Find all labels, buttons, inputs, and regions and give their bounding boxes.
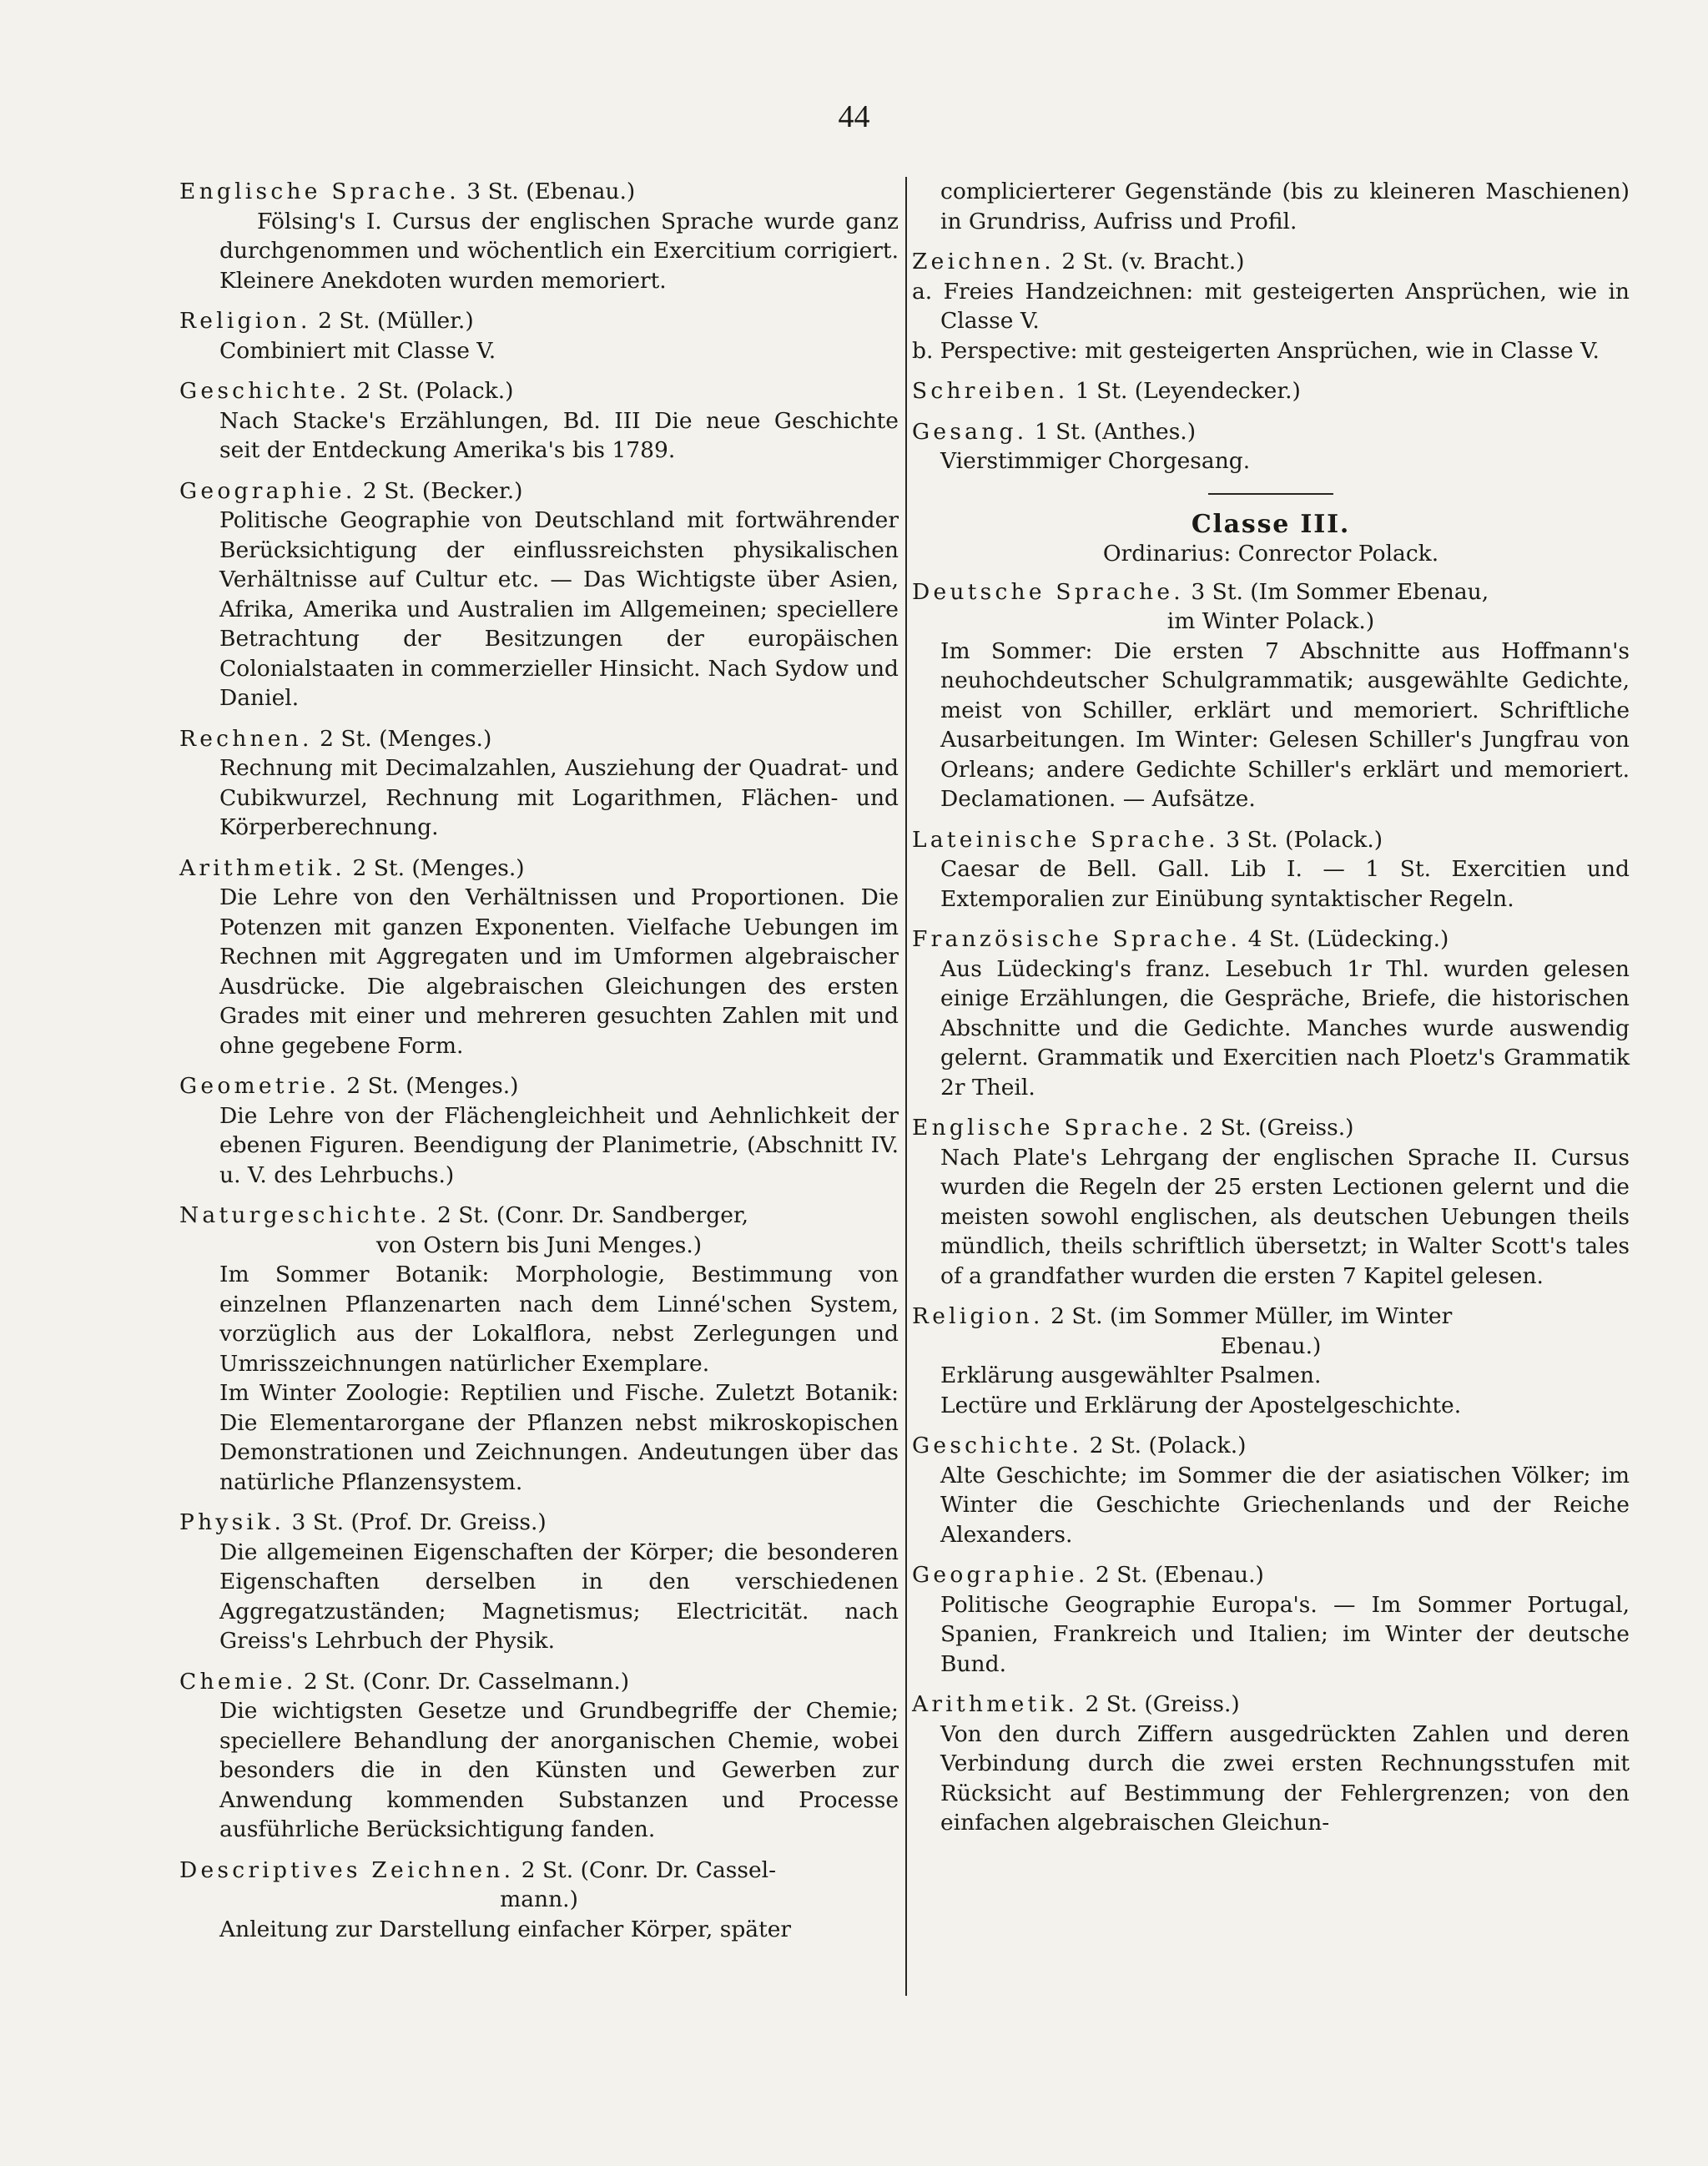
section-geographie bbox=[179, 476, 899, 713]
section-text: Lectüre und Erklärung der Apostelgeschichte. bbox=[940, 1392, 1462, 1418]
section-text: Alte Geschichte; im Sommer die der asiatischen Völker; im Winter die Geschichte Griechenlands und der Reiche Alexanders. bbox=[940, 1462, 1630, 1548]
section-text: Politische Geographie von Deutschland mit fortwährender Berücksichtigung der einflussreichsten physikalischen Verhältnisse auf Cultur etc. — Das Wichtigste über Asien, Afrika, Amerika und Australien im Allgemeinen; speciellere Betrachtung der Besitzungen der europäischen Colonialstaaten in commerzieller Hinsicht. Nach Sydow und Daniel. bbox=[219, 507, 899, 711]
section-heading-continued: im Winter Polack.) bbox=[1166, 608, 1375, 634]
section-heading-continued: mann.) bbox=[500, 1886, 578, 1912]
section-descriptives-zeichnen bbox=[179, 1856, 899, 1945]
section-heading: Chemie. 2 St. (Conr. Dr. Casselmann.) bbox=[179, 1668, 630, 1695]
section-heading: Physik. 3 St. (Prof. Dr. Greiss.) bbox=[179, 1509, 547, 1535]
section-text: Fölsing's I. Cursus der englischen Sprache wurde ganz durchgenommen und wöchentlich ein Exercitium corrigiert. Kleinere Anekdoten wurden memoriert. bbox=[219, 208, 899, 294]
section-zeichnen bbox=[912, 247, 1630, 365]
section-text: Die allgemeinen Eigenschaften der Körper; die besonderen Eigenschaften derselben in den verschiedenen Aggregatzuständen; Magnetismus; Electricität. nach Greiss's Lehrbuch der Physik. bbox=[219, 1539, 899, 1654]
section-heading: Arithmetik. 2 St. (Greiss.) bbox=[912, 1691, 1240, 1717]
section-englische-sprache bbox=[179, 177, 899, 295]
section-gesang bbox=[912, 417, 1630, 476]
section-englische-sprache bbox=[912, 1113, 1630, 1291]
section-arithmetik bbox=[179, 854, 899, 1061]
section-heading: Naturgeschichte. 2 St. (Conr. Dr. Sandberger, bbox=[179, 1202, 749, 1228]
section-text: Die Lehre von der Flächengleichheit und Aehnlichkeit der ebenen Figuren. Beendigung der Planimetrie, (Abschnitt IV. u. V. des Lehrbuchs.) bbox=[219, 1102, 899, 1188]
section-text: Nach Stacke's Erzählungen, Bd. III Die neue Geschichte seit der Entdeckung Amerika's bis 1789. bbox=[219, 407, 899, 463]
section-religion bbox=[912, 1302, 1630, 1420]
section-physik bbox=[179, 1508, 899, 1656]
section-text: Aus Lüdecking's franz. Lesebuch 1r Thl. wurden gelesen einige Erzählungen, die Gespräche, Briefe, die historischen Abschnitte und die Gedichte. Manches wurde auswendig gelernt. Grammatik und Exercitien nach Ploetz's Grammatik 2r Theil. bbox=[940, 955, 1630, 1101]
section-heading: Englische Sprache. 3 St. (Ebenau.) bbox=[179, 179, 636, 204]
section-text: Im Sommer: Die ersten 7 Abschnitte aus Hoffmann's neuhochdeutscher Schulgrammatik; ausgewählte Gedichte, meist von Schiller, erklärt und memoriert. Schriftliche Ausarbeitungen. Im Winter: Gelesen Schiller's Jungfrau von Orleans; andere Gedichte Schiller's erklärt und memoriert. Declamationen. — Aufsätze. bbox=[940, 637, 1630, 812]
section-heading: Englische Sprache. 2 St. (Greiss.) bbox=[912, 1115, 1354, 1141]
section-heading: Geometrie. 2 St. (Menges.) bbox=[179, 1073, 519, 1099]
section-geographie bbox=[912, 1560, 1630, 1679]
section-geometrie bbox=[179, 1071, 899, 1190]
section-rechnen bbox=[179, 724, 899, 843]
section-deutsche-sprache bbox=[912, 577, 1630, 814]
section-lateinische-sprache bbox=[912, 825, 1630, 914]
section-heading-continued: von Ostern bis Juni Menges.) bbox=[375, 1232, 703, 1258]
section-text: Rechnung mit Decimalzahlen, Ausziehung der Quadrat- und Cubikwurzel, Rechnung mit Logarithmen, Flächen- und Körperberechnung. bbox=[219, 755, 899, 840]
section-chemie bbox=[179, 1667, 899, 1845]
section-text: Nach Plate's Lehrgang der englischen Sprache II. Cursus wurden die Regeln der 25 ersten Lectionen gelernt und die meisten sowohl englischen, als deutschen Uebungen theils mündlich, theils schriftlich übersetzt; in Walter Scott's tales of a grandfather wurden die ersten 7 Kapitel gelesen. bbox=[940, 1144, 1630, 1289]
section-heading: Lateinische Sprache. 3 St. (Polack.) bbox=[912, 826, 1383, 853]
section-heading: Deutsche Sprache. 3 St. (Im Sommer Ebenau, bbox=[912, 578, 1489, 605]
continued-text: complicierterer Gegenstände (bis zu kleineren Maschienen) in Grundriss, Aufriss und Profil. bbox=[940, 179, 1630, 234]
section-heading: Schreiben. 1 St. (Leyendecker.) bbox=[912, 378, 1301, 404]
section-religion bbox=[179, 306, 899, 365]
section-heading: Geographie. 2 St. (Ebenau.) bbox=[912, 1562, 1264, 1588]
section-heading: Französische Sprache. 4 St. (Lüdecking.) bbox=[912, 926, 1449, 952]
right-column bbox=[912, 177, 1630, 1849]
section-arithmetik bbox=[912, 1690, 1630, 1838]
section-text: Im Sommer Botanik: Morphologie, Bestimmung von einzelnen Pflanzenarten nach dem Linné'schen System, vorzüglich aus der Lokalflora, nebst Zerlegungen und Umrisszeichnungen natürlicher Exemplare. bbox=[219, 1262, 899, 1377]
section-naturgeschichte bbox=[179, 1201, 899, 1497]
section-heading: Religion. 2 St. (im Sommer Müller, im Winter bbox=[912, 1303, 1453, 1329]
section-heading: Zeichnen. 2 St. (v. Bracht.) bbox=[912, 249, 1245, 275]
section-heading-continued: Ebenau.) bbox=[1220, 1332, 1322, 1359]
page-number: 44 bbox=[838, 99, 870, 134]
section-heading: Descriptives Zeichnen. 2 St. (Conr. Dr. Cassel- bbox=[179, 1856, 777, 1883]
section-text: Politische Geographie Europa's. — Im Sommer Portugal, Spanien, Frankreich und Italien; im Winter der deutsche Bund. bbox=[940, 1591, 1630, 1677]
section-text: Vierstimmiger Chorgesang. bbox=[940, 448, 1251, 474]
section-text: Erklärung ausgewählter Psalmen. bbox=[940, 1363, 1322, 1388]
separator-rule bbox=[1208, 493, 1333, 495]
list-item: b. Perspective: mit gesteigerten Ansprüchen, wie in Classe V. bbox=[912, 337, 1600, 364]
section-text: Caesar de Bell. Gall. Lib I. — 1 St. Exercitien und Extemporalien zur Einübung syntaktischer Regeln. bbox=[940, 856, 1630, 912]
section-heading: Gesang. 1 St. (Anthes.) bbox=[912, 418, 1197, 445]
section-heading: Geschichte. 2 St. (Polack.) bbox=[179, 378, 514, 404]
section-heading: Religion. 2 St. (Müller.) bbox=[179, 308, 474, 334]
section-heading: Geographie. 2 St. (Becker.) bbox=[179, 477, 523, 504]
section-text: Combiniert mit Classe V. bbox=[219, 337, 496, 364]
section-text: Im Winter Zoologie: Reptilien und Fische. Zuletzt Botanik: Die Elementarorgane der Pflanzen nebst mikroskopischen Demonstrationen und Zeichnungen. Andeutungen über das natürliche Pflanzensystem. bbox=[219, 1380, 899, 1495]
section-heading: Rechnen. 2 St. (Menges.) bbox=[179, 725, 492, 752]
section-heading: Geschichte. 2 St. (Polack.) bbox=[912, 1433, 1247, 1458]
ordinarius-line: Ordinarius: Conrector Polack. bbox=[1102, 541, 1439, 567]
section-text: Die wichtigsten Gesetze und Grundbegriffe der Chemie; speciellere Behandlung der anorganischen Chemie, wobei besonders die in den Künsten und Gewerben zur Anwendung kommenden Substanzen und Processe ausführliche Berücksichtigung fanden. bbox=[219, 1698, 899, 1842]
section-geschichte bbox=[912, 1431, 1630, 1549]
section-heading: Arithmetik. 2 St. (Menges.) bbox=[179, 854, 525, 881]
class-title: Classe III. bbox=[1191, 509, 1351, 539]
section-schreiben bbox=[912, 376, 1630, 406]
section-text: Anleitung zur Darstellung einfacher Körper, später bbox=[219, 1916, 792, 1942]
section-continuation bbox=[912, 177, 1630, 236]
left-column bbox=[179, 177, 899, 1955]
section-text: Die Lehre von den Verhältnissen und Proportionen. Die Potenzen mit ganzen Exponenten. Vielfache Uebungen im Rechnen mit Aggregaten und im Umformen algebraischer Ausdrücke. Die algebraischen Gleichungen des ersten Grades mit einer und mehreren gesuchten Zahlen mit und ohne gegebene Form. bbox=[219, 884, 899, 1059]
list-item: a. Freies Handzeichnen: mit gesteigerten Ansprüchen, wie in Classe V. bbox=[912, 278, 1630, 334]
section-text: Von den durch Ziffern ausgedrückten Zahlen und deren Verbindung durch die zwei ersten Rechnungsstufen mit Rücksicht auf Bestimmung der Fehlergrenzen; von den einfachen algebraischen Gleichun- bbox=[940, 1720, 1630, 1836]
section-geschichte bbox=[179, 376, 899, 466]
section-franzoesische-sprache bbox=[912, 924, 1630, 1102]
column-divider bbox=[905, 177, 907, 1996]
